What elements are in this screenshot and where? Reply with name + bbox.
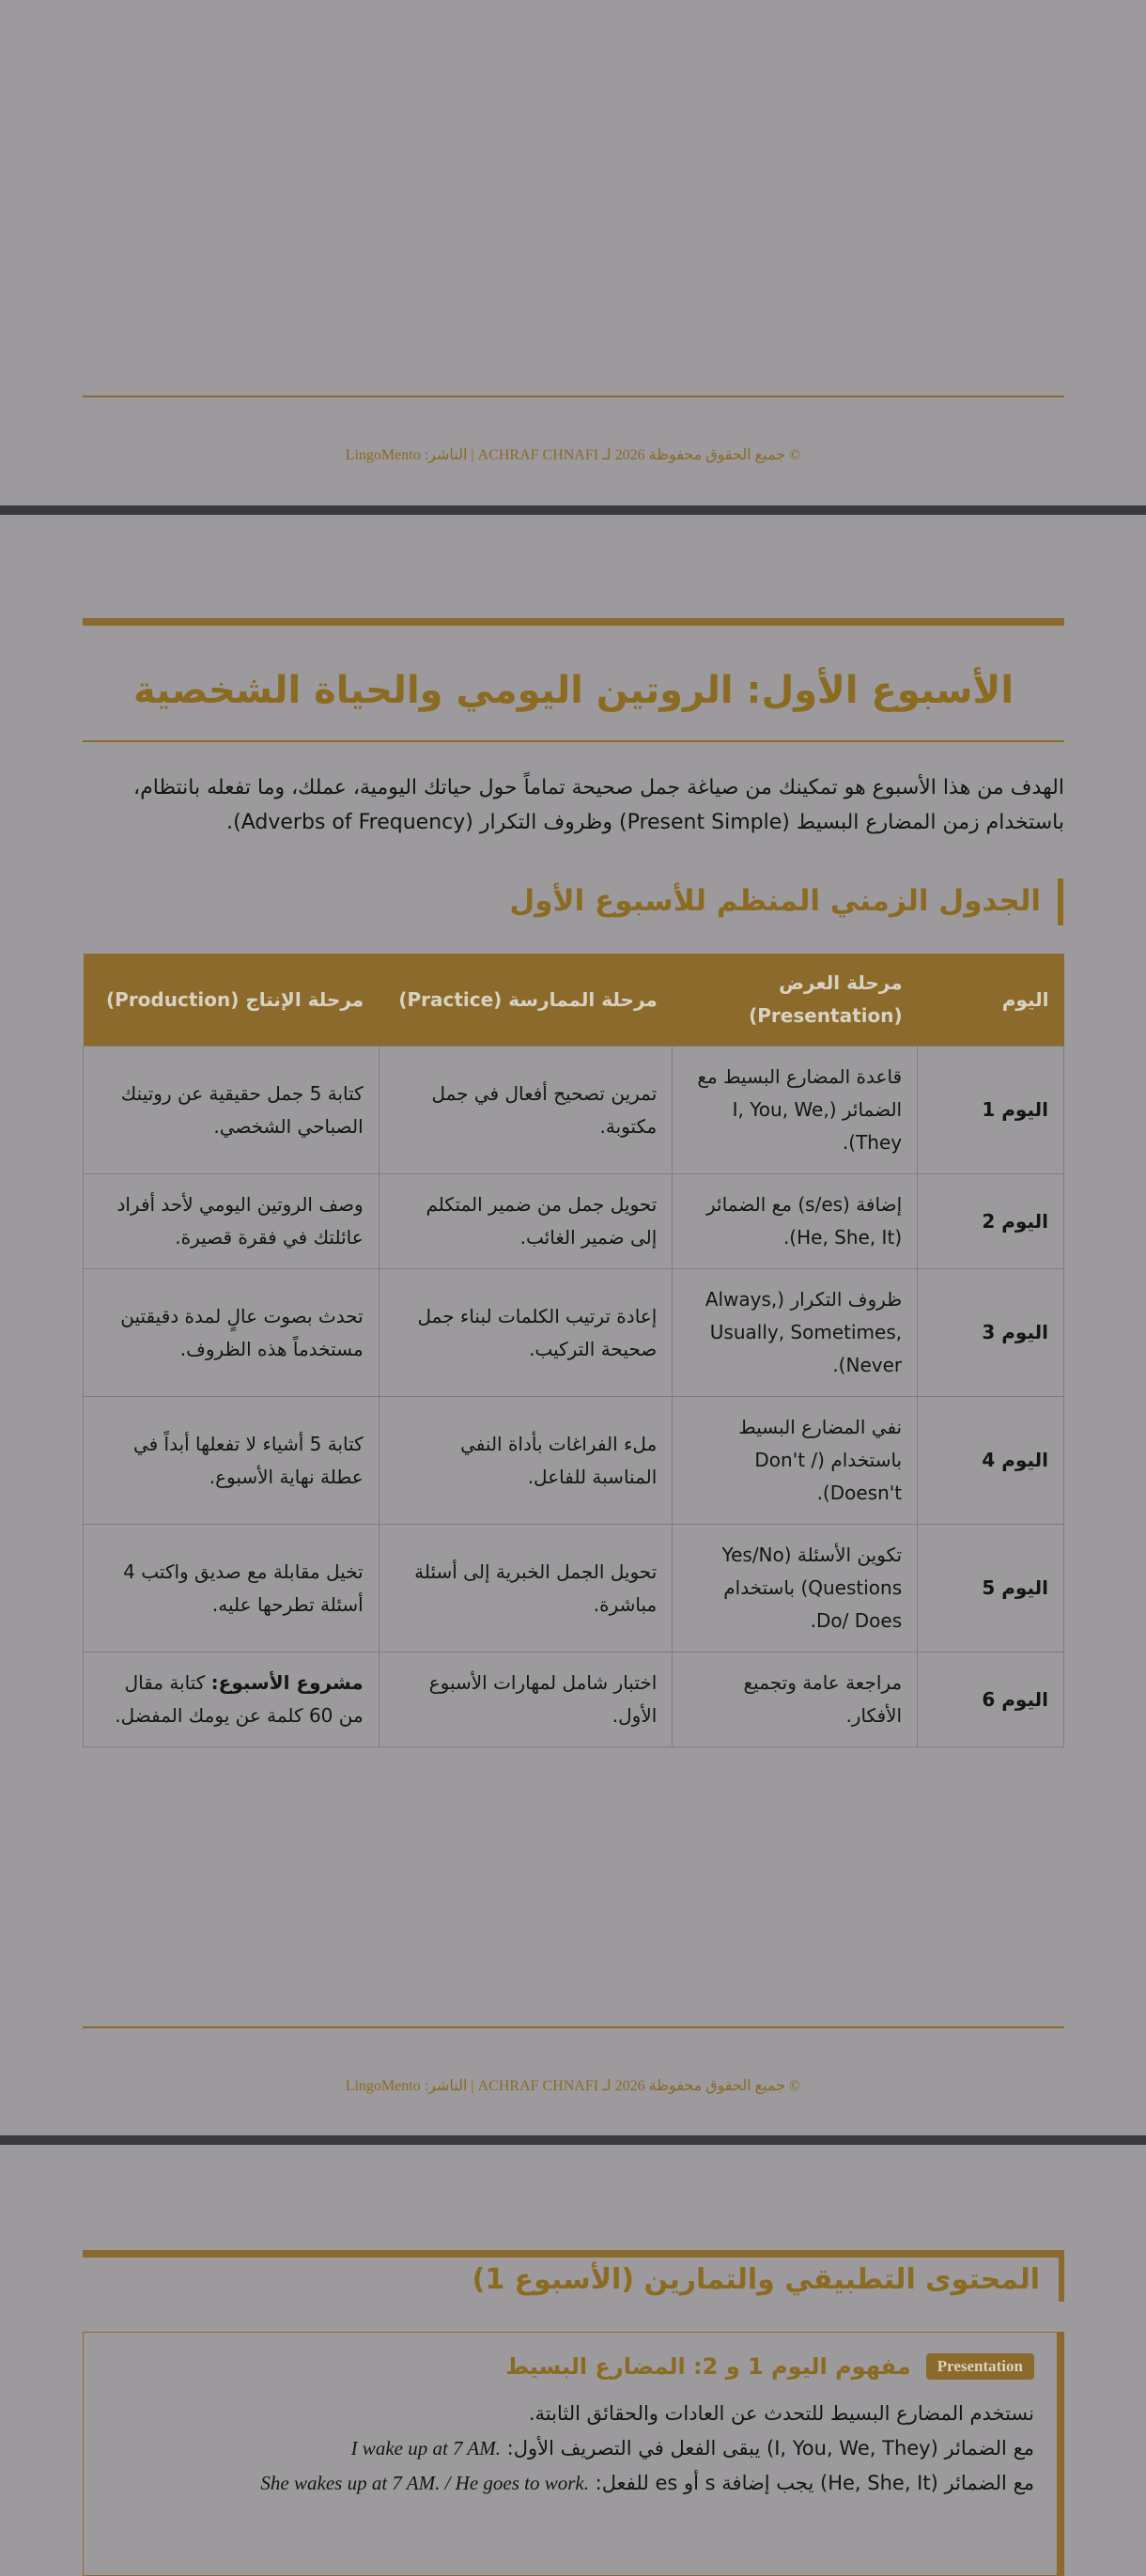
week-intro: الهدف من هذا الأسبوع هو تمكينك من صياغة جمل صحيحة تماماً حول حياتك اليومية، عملك، وما تفعله بانتظام، باستخدام زمن المضارع البسيط (Present Simple) وظروف التكرار (Adverbs of Frequency). [133,776,1064,834]
weekly-project-text: كتابة مقال من 60 كلمة عن يومك المفضل. [115,1671,364,1727]
footer-copyright-top: © جميع الحقوق محفوظة 2026 لـ ACHRAF CHNAFI | الناشر: LingoMento [345,447,801,463]
table-row [84,1047,1064,1174]
footer-copyright: © جميع الحقوق محفوظة 2026 لـ ACHRAF CHNAFI | الناشر: LingoMento [345,2078,801,2094]
cell-presentation: تكوين الأسئلة (Yes/No Questions) باستخدام Do/ Does. [673,1525,918,1653]
cell-production: تحدث بصوت عالٍ لمدة دقيقتين مستخدماً هذه الظروف. [84,1269,379,1397]
cell-day: اليوم 6 [918,1653,1064,1747]
cell-practice: ملء الفراغات بأداة النفي المناسبة للفاعل. [379,1397,673,1525]
cell-presentation: إضافة (s/es) مع الضمائر (He, She, It). [673,1174,918,1269]
footer-divider [83,2026,1064,2028]
table-row [84,1653,1064,1747]
cell-day: اليوم 1 [918,1047,1064,1174]
cell-practice: اختبار شامل لمهارات الأسبوع الأول. [379,1653,673,1747]
weekly-project-label: مشروع الأسبوع: [210,1671,364,1694]
presentation-card [83,2332,1064,2576]
cell-production: تخيل مقابلة مع صديق واكتب 4 أسئلة تطرحها عليه. [84,1525,379,1653]
header-practice: مرحلة الممارسة (Practice) [379,954,673,1047]
card-line-1: نستخدم المضارع البسيط للتحدث عن العادات والحقائق الثابتة. [528,2402,1034,2425]
cell-day: اليوم 4 [918,1397,1064,1525]
page-separator-2 [0,2135,1146,2145]
cell-practice: تحويل الجمل الخبرية إلى أسئلة مباشرة. [379,1525,673,1653]
page-separator-1 [0,505,1146,515]
cell-presentation: قاعدة المضارع البسيط مع الضمائر (I, You, We, They). [673,1047,918,1174]
presentation-badge: Presentation [926,2353,1034,2380]
table-row [84,1525,1064,1653]
title-underline [83,740,1064,742]
example-sentence: She wakes up at 7 AM. / He goes to work. [260,2472,589,2494]
schedule-table [83,954,1064,1747]
cell-practice: تحويل جمل من ضمير المتكلم إلى ضمير الغائب. [379,1174,673,1269]
header-day: اليوم [918,954,1064,1047]
week-title: الأسبوع الأول: الروتين اليومي والحياة الشخصية [132,669,1014,712]
cell-day: اليوم 3 [918,1269,1064,1397]
cell-practice: تمرين تصحيح أفعال في جمل مكتوبة. [379,1047,673,1174]
header-production: مرحلة الإنتاج (Production) [84,954,379,1047]
header-presentation: مرحلة العرض (Presentation) [673,954,918,1047]
card-line-2 [106,2431,1034,2466]
cell-presentation: نفي المضارع البسيط باستخدام (Don't / Doesn't). [673,1397,918,1525]
cell-production: كتابة 5 جمل حقيقية عن روتينك الصباحي الشخصي. [84,1047,379,1174]
example-sentence: I wake up at 7 AM. [350,2437,501,2460]
cell-day: اليوم 5 [918,1525,1064,1653]
cell-production: كتابة 5 أشياء لا تفعلها أبداً في عطلة نهاية الأسبوع. [84,1397,379,1525]
cell-presentation: ظروف التكرار (Always, Usually, Sometimes, Never). [673,1269,918,1397]
table-row [84,1174,1064,1269]
rule-text: مع الضمائر (He, She, It) يجب إضافة s أو es للفعل: [589,2472,1034,2494]
table-row [84,1397,1064,1525]
cell-production: وصف الروتين اليومي لأحد أفراد عائلتك في فقرة قصيرة. [84,1174,379,1269]
content-section-title: المحتوى التطبيقي والتمارين (الأسبوع 1) [83,2250,1064,2302]
schedule-heading: الجدول الزمني المنظم للأسبوع الأول [82,878,1063,925]
table-header-row [84,954,1064,1047]
cell-production [84,1653,379,1747]
card-header [106,2353,1034,2380]
footer-divider-top [83,396,1064,397]
table-row [84,1269,1064,1397]
card-line-3 [106,2466,1034,2501]
header-accent-bar [83,618,1064,626]
card-body [106,2397,1034,2501]
cell-presentation: مراجعة عامة وتجميع الأفكار. [673,1653,918,1747]
cell-practice: إعادة ترتيب الكلمات لبناء جمل صحيحة التركيب. [379,1269,673,1397]
rule-text: مع الضمائر (I, You, We, They) يبقى الفعل في التصريف الأول: [500,2437,1034,2460]
card-title: مفهوم اليوم 1 و 2: المضارع البسيط [505,2353,911,2380]
cell-day: اليوم 2 [918,1174,1064,1269]
